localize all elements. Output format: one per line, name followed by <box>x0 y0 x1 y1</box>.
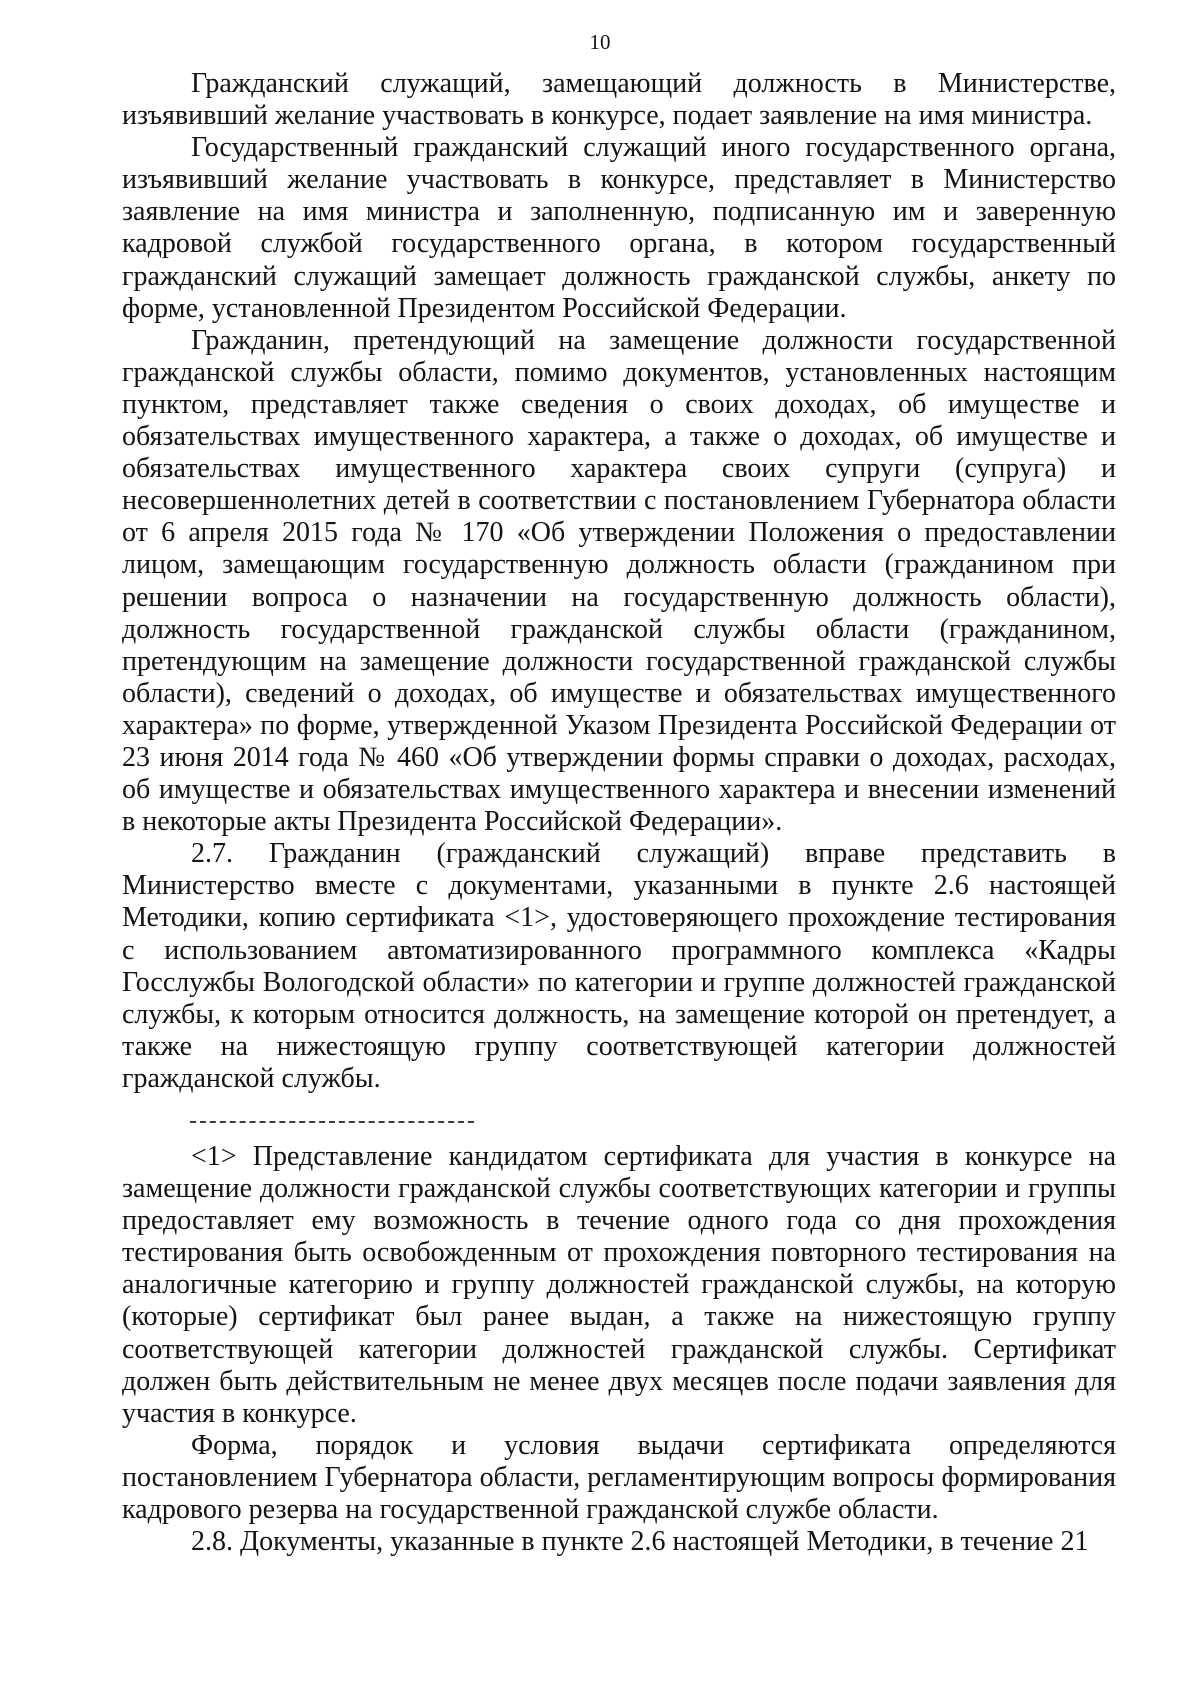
document-body <box>122 68 1116 1558</box>
page-number: 10 <box>589 30 611 54</box>
footnote-certificate-form: Форма, порядок и условия выдачи сертификата определяются постановлением Губернатора области, регламентирующим вопросы формирования кадрового резерва на государственной гражданской службе области. <box>122 1429 1116 1526</box>
paragraph-2-7-certificate: 2.7. Гражданин (гражданский служащий) вправе представить в Министерство вместе с документами, указанными в пункте 2.6 настоящей Методики, копию сертификата <1>, удостоверяющего прохождение тестирования с использованием автоматизированного программного комплекса «Кадры Госслужбы Вологодской области» по категории и группе должностей гражданской службы, к которым относится должность, на замещение которой он претендует, а также на нижестоящую группу соответствующей категории должностей гражданской службы. <box>122 838 1116 1094</box>
paragraph-income-disclosure: Гражданин, претендующий на замещение должности государственной гражданской службы области, помимо документов, установленных настоящим пунктом, представляет также сведения о своих доходах, об имуществе и обязательствах имущественного характера, а также о доходах, об имуществе и обязательствах имущественного характера своих супруги (супруга) и несовершеннолетних детей в соответствии с постановлением Губернатора области от 6 апреля 2015 года № 170 «Об утверждении Положения о предоставлении лицом, замещающим государственную должность области (гражданином при решении вопроса о назначении на государственную должность области), должность государственной гражданской службы области (гражданином, претендующим на замещение должности государственной гражданской службы области), сведений о доходах, об имуществе и обязательствах имущественного характера» по форме, утвержденной Указом Президента Российской Федерации от 23 июня 2014 года № 460 «Об утверждении формы справки о доходах, расходах, об имуществе и обязательствах имущественного характера и внесении изменений в некоторые акты Президента Российской Федерации». <box>122 324 1116 838</box>
paragraph-2-8-start: 2.8. Документы, указанные в пункте 2.6 настоящей Методики, в течение 21 <box>191 1526 1089 1558</box>
footnote-separator <box>190 1121 474 1123</box>
paragraph-applicant-statement: Гражданский служащий, замещающий должность в Министерстве, изъявивший желание участвовать в конкурсе, подает заявление на имя министра. <box>122 68 1116 132</box>
footnote-1: <1> Представление кандидатом сертификата для участия в конкурсе на замещение должности гражданской службы соответствующих категории и группы предоставляет ему возможность в течение одного года со дня прохождения тестирования быть освобожденным от прохождения повторного тестирования на аналогичные категорию и группу должностей гражданской службы, на которую (которые) сертификат был ранее выдан, а также на нижестоящую группу соответствующей категории должностей гражданской службы. Сертификат должен быть действительным не менее двух месяцев после подачи заявления для участия в конкурсе. <box>122 1141 1116 1429</box>
paragraph-other-agency-servant: Государственный гражданский служащий иного государственного органа, изъявивший желание участвовать в конкурсе, представляет в Министерство заявление на имя министра и заполненную, подписанную им и заверенную кадровой службой государственного органа, в котором государственный гражданский служащий замещает должность гражданской службы, анкету по форме, установленной Президентом Российской Федерации. <box>122 132 1116 324</box>
